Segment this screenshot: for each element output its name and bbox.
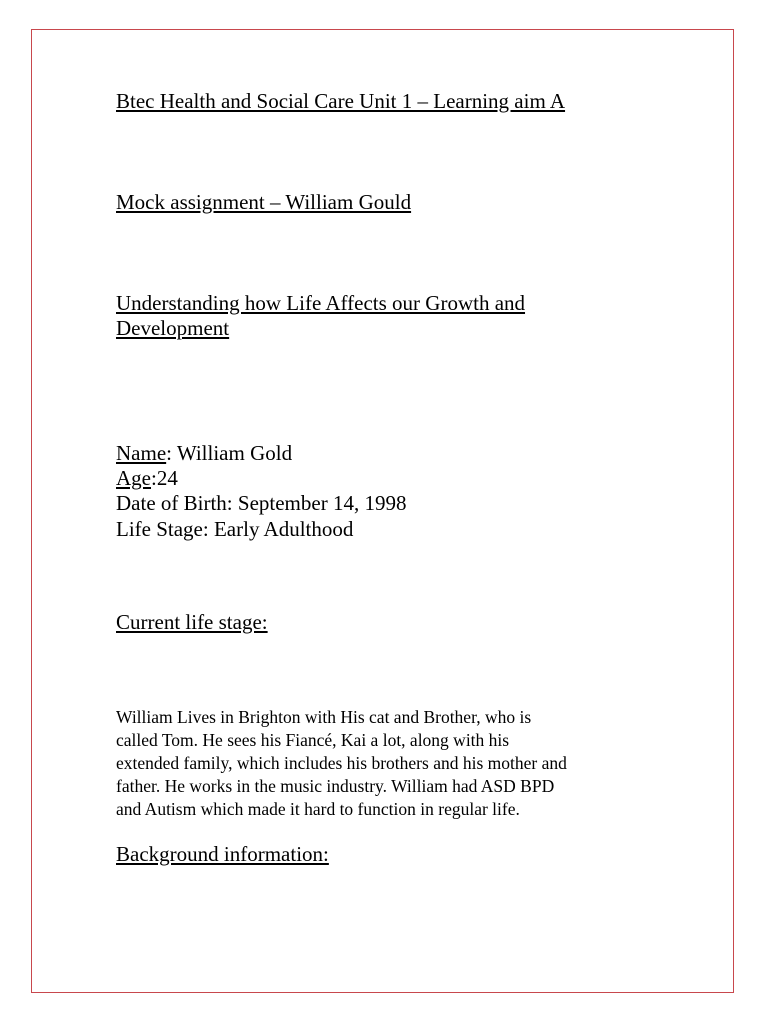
assignment-subtitle: Mock assignment – William Gould bbox=[116, 190, 412, 214]
paragraph-line: father. He works in the music industry. William had ASD BPD bbox=[116, 776, 555, 796]
age-label: Age bbox=[116, 466, 151, 490]
paragraph-line: and Autism which made it hard to function in regular life. bbox=[116, 799, 520, 819]
document-title: Btec Health and Social Care Unit 1 – Learning aim A bbox=[116, 89, 566, 113]
background-information-heading: Background information: bbox=[116, 842, 329, 866]
date-of-birth: Date of Birth: September 14, 1998 bbox=[116, 491, 407, 515]
paragraph-line: called Tom. He sees his Fiancé, Kai a lot, along with his bbox=[116, 730, 510, 750]
paragraph-line: extended family, which includes his brothers and his mother and bbox=[116, 753, 567, 773]
age-value: :24 bbox=[151, 466, 178, 490]
current-life-stage-heading: Current life stage: bbox=[116, 610, 268, 634]
age-row bbox=[116, 465, 178, 491]
topic-heading-line-1: Understanding how Life Affects our Growth and bbox=[116, 291, 526, 315]
name-label: Name bbox=[116, 441, 167, 465]
name-row bbox=[116, 440, 292, 466]
paragraph-line: William Lives in Brighton with His cat and Brother, who is bbox=[116, 707, 532, 727]
current-life-stage-paragraph bbox=[116, 706, 567, 821]
life-stage: Life Stage: Early Adulthood bbox=[116, 517, 354, 541]
topic-heading-line-2: Development bbox=[116, 316, 230, 340]
name-value: : William Gold bbox=[166, 441, 293, 465]
